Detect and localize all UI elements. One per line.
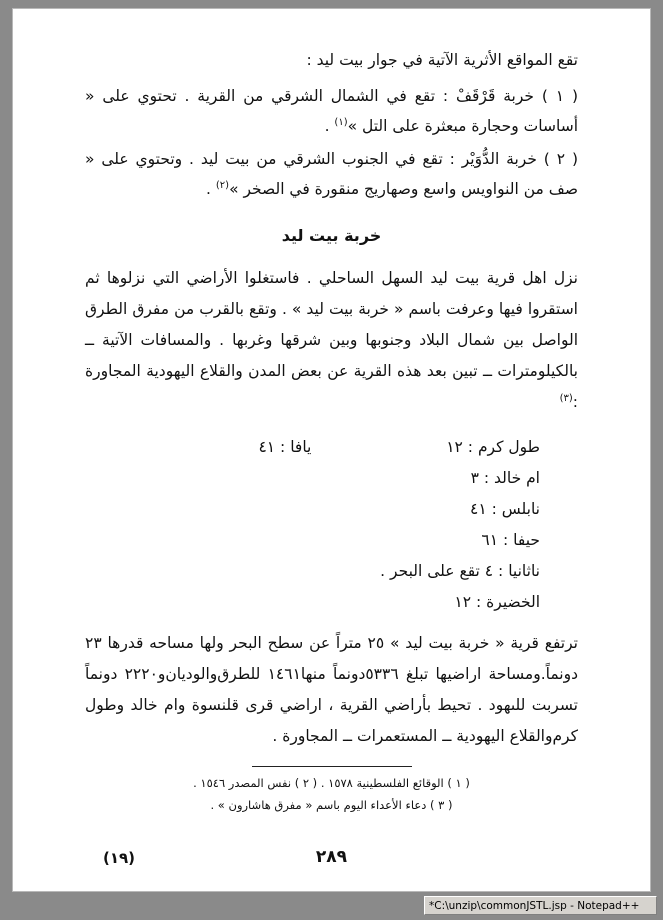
distance-cell-right-4 — [341, 525, 578, 556]
separator: : — [498, 531, 509, 550]
site-item-1 — [85, 81, 578, 141]
distance-cell-right-5 — [341, 556, 578, 587]
site-item-1-text: ( ١ ) خربة قَرْقَفْ : تقع في الشمال الشرقي من القرية . تحتوي على « أساسات وحجارة مبعثرة على التل » — [85, 87, 579, 136]
signature-mark: (١٩) — [103, 849, 136, 867]
place-name: ناثانيا — [508, 562, 540, 581]
distance-value: ٦١ — [481, 531, 499, 550]
document-page — [12, 8, 651, 892]
distances-table — [85, 432, 578, 618]
table-row — [85, 494, 578, 525]
place-name: يافا — [290, 438, 312, 457]
separator: : — [478, 469, 490, 488]
footnote-ref-1: (١) — [334, 117, 348, 129]
distance-cell-left-1 — [85, 432, 341, 463]
distance-cell-left-2 — [85, 463, 341, 494]
place-name: نابلس — [501, 500, 540, 519]
distance-value: ١٢ — [446, 438, 463, 457]
distance-cell-left-5 — [85, 556, 341, 587]
page-number: ٢٨٩ — [315, 847, 348, 867]
distance-cell-left-6 — [85, 587, 341, 618]
distance-cell-right-1 — [341, 432, 578, 463]
table-row — [85, 587, 578, 618]
main-paragraph-text: نزل اهل قرية بيت ليد السهل الساحلي . فاستغلوا الأراضي التي نزلوها ثم استقروا فيها وعرفت باسم « خربة بيت ليد » . وتقع بالقرب من مفرق الطرق الواصل بين شمال البلاد وجنوبها وبين شرقها وغربها . والمسافات الآتية ــ بالكيلومترات ــ تبين بعد هذه القرية عن بعض المدن والقلاع اليهودية المجاورة : — [85, 269, 578, 412]
table-row — [85, 463, 578, 494]
separator: : — [462, 438, 473, 457]
footnote-ref-3: (٣) — [559, 392, 573, 404]
footnote-line-1: ( ١ ) الوقائع الفلسطينية ١٥٧٨ . ( ٢ ) نفس المصدر ١٥٤٦ . — [193, 776, 470, 791]
place-name: الخضيرة — [486, 593, 540, 612]
separator: : — [493, 562, 504, 581]
page-footer — [85, 845, 578, 867]
distance-value: ٤ تقع على البحر . — [380, 562, 494, 581]
distance-cell-left-4 — [85, 525, 341, 556]
distance-cell-right-3 — [341, 494, 578, 525]
closing-paragraph: ترتفع قرية « خربة بيت ليد » ٢٥ متراً عن سطح البحر ولها مساحه قدرها ٢٣ دونماً.ومساحة اراضيها تبلغ ٥٣٣٦دونماً منها١٤٦١ للطرق‌والوديان‌و٢٢٢٠ دونماً تسربت للىهود . تحيط بأراضي القرية ، اراضي قرى قلنسوة وام خالد وطول كرم‌والقلاع اليهودية ــ المستعمرات ــ المجاورة . — [85, 634, 579, 746]
taskbar-window-title: *C:\unzip\commonJSTL.jsp - Notepad++ — [429, 899, 640, 912]
separator: : — [275, 438, 286, 457]
footnote-line-2: ( ٣ ) دعاء الأعداء اليوم باسم « مفرق هاشارون » . — [210, 797, 453, 812]
site-item-1-tail: . — [324, 117, 335, 136]
separator: : — [471, 593, 482, 612]
distance-value: ١٢ — [454, 593, 472, 612]
taskbar-window-button[interactable] — [424, 896, 657, 915]
site-item-2-text: ( ٢ ) خربة الدُّوَيْر : تقع في الجنوب الشرقي من بيت ليد . وتحتوي على « صف من النواويس واسع وصهاريج منقورة في الصخر » — [85, 149, 578, 198]
site-item-2 — [85, 144, 578, 204]
distance-value: ٣ — [470, 469, 479, 488]
footnote-divider — [252, 766, 412, 767]
place-name: حيفا — [513, 531, 540, 550]
place-name: ام خالد — [494, 469, 540, 488]
distance-value: ٤١ — [258, 438, 276, 457]
distance-cell-left-3 — [85, 494, 341, 525]
separator: : — [486, 500, 497, 519]
intro-line: تقع المواقع الأثرية الآتية في جوار بيت ليد : — [306, 51, 578, 69]
page-content — [13, 9, 650, 891]
table-row — [85, 525, 578, 556]
place-name: طول كرم — [477, 438, 540, 457]
distance-cell-right-6 — [341, 587, 578, 618]
main-paragraph — [85, 263, 578, 418]
section-title: خربة بيت ليد — [281, 226, 382, 246]
distance-cell-right-2 — [341, 463, 578, 494]
site-item-2-tail: . — [206, 179, 216, 198]
distance-value: ٤١ — [470, 500, 487, 519]
table-row — [85, 556, 578, 587]
table-row — [85, 432, 578, 463]
footnote-ref-2: (٢) — [215, 179, 230, 191]
